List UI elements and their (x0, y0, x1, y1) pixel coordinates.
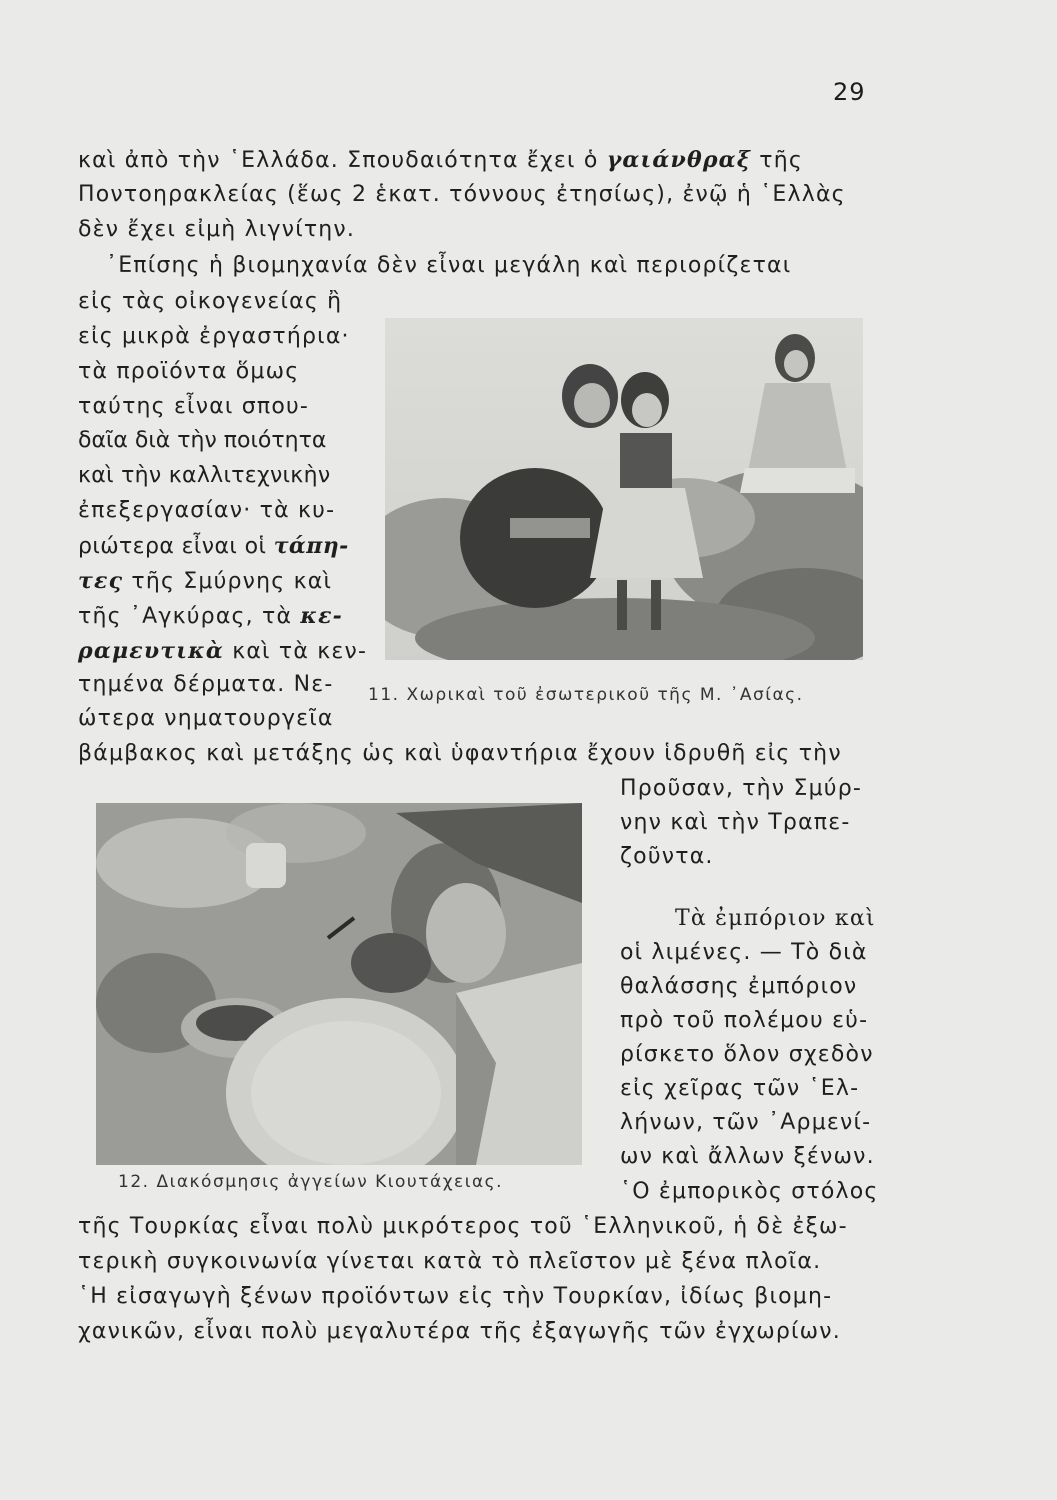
text-line: οἱ λιμένες. — Τὸ διὰ (620, 940, 868, 965)
text-line: εἰς τὰς οἰκογενείας ἢ (78, 289, 343, 314)
text-line: ῾Ο ἐμπορικὸς στόλος (620, 1179, 879, 1204)
text-line: δαῖα διὰ τὴν ποιότητα (78, 428, 327, 453)
text-line: ἐπεξεργασίαν· τὰ κυ- (78, 498, 336, 523)
figure-11-caption: 11. Χωρικαὶ τοῦ ἐσωτερικοῦ τῆς Μ. ᾽Ασίας. (368, 685, 804, 705)
text-line: δὲν ἔχει εἰμὴ λιγνίτην. (78, 217, 356, 242)
text-line: ταύτης εἶναι σπου- (78, 394, 310, 419)
photo-village-women-image (385, 318, 863, 660)
text-line: θαλάσσης ἐμπόριον (620, 974, 858, 999)
text-line: τες τῆς Σμύρνης καὶ (78, 568, 333, 594)
text-line: Ποντοηρακλείας (ἕως 2 ἑκατ. τόννους ἐτησίως), ἐνῷ ἡ ῾Ελλὰς (78, 182, 846, 207)
text-line: εἰς χεῖρας τῶν ῾Ελ- (620, 1076, 860, 1101)
text-line: καὶ ἀπὸ τὴν ῾Ελλάδα. Σπουδαιότητα ἔχει ὁ γαιάνθραξ τῆς (78, 147, 803, 173)
text-line: ᾽Επίσης ἡ βιομηχανία δὲν εἶναι μεγάλη καὶ περιορίζεται (106, 253, 792, 278)
photo-village-women (385, 318, 863, 660)
text-line: ρίσκετο ὅλον σχεδὸν (620, 1042, 874, 1067)
text-line: Προῦσαν, τὴν Σμύρ- (620, 776, 863, 801)
text-line: βάμβακος καὶ μετάξης ὡς καὶ ὑφαντήρια ἔχουν ἱδρυθῆ εἰς τὴν (78, 741, 842, 766)
figure-12-caption: 12. Διακόσμησις ἀγγείων Κιουτάχειας. (118, 1172, 504, 1192)
text-line: ῾Η εἰσαγωγὴ ξένων προϊόντων εἰς τὴν Τουρκίαν, ἰδίως βιομη- (78, 1284, 833, 1309)
text-line: τὰ προϊόντα ὅμως (78, 359, 300, 384)
text-line: ων καὶ ἄλλων ξένων. (620, 1144, 875, 1169)
text-line: λήνων, τῶν ᾽Αρμενί- (620, 1110, 872, 1135)
text-line: ραμευτικὰ καὶ τὰ κεν- (78, 638, 368, 664)
text-line: ζοῦντα. (620, 844, 714, 869)
photo-pottery-decoration-image (96, 803, 582, 1165)
text-line: τῆς ᾽Αγκύρας, τὰ κε- (78, 603, 343, 629)
section-heading: Τὰ ἐμπόριον καὶ (675, 906, 876, 931)
text-line: νην καὶ τὴν Τραπε- (620, 810, 851, 835)
text-line: εἰς μικρὰ ἐργαστήρια· (78, 324, 350, 349)
page-number: 29 (833, 78, 866, 106)
text-line: τερικὴ συγκοινωνία γίνεται κατὰ τὸ πλεῖστον μὲ ξένα πλοῖα. (78, 1249, 822, 1274)
text-line: καὶ τὴν καλλιτεχνικὴν (78, 463, 331, 488)
text-line: χανικῶν, εἶναι πολὺ μεγαλυτέρα τῆς ἐξαγωγῆς τῶν ἐγχωρίων. (78, 1319, 841, 1344)
text-line: ριώτερα εἶναι οἱ τάπη- (78, 533, 349, 559)
text-line: τῆς Τουρκίας εἶναι πολὺ μικρότερος τοῦ ῾Ελληνικοῦ, ἡ δὲ ἐξω- (78, 1214, 848, 1239)
photo-pottery-decoration (96, 803, 582, 1165)
text-line: τημένα δέρματα. Νε- (78, 672, 334, 697)
text-line: πρὸ τοῦ πολέμου εὑ- (620, 1008, 869, 1033)
text-line: ώτερα νηματουργεῖα (78, 706, 334, 731)
